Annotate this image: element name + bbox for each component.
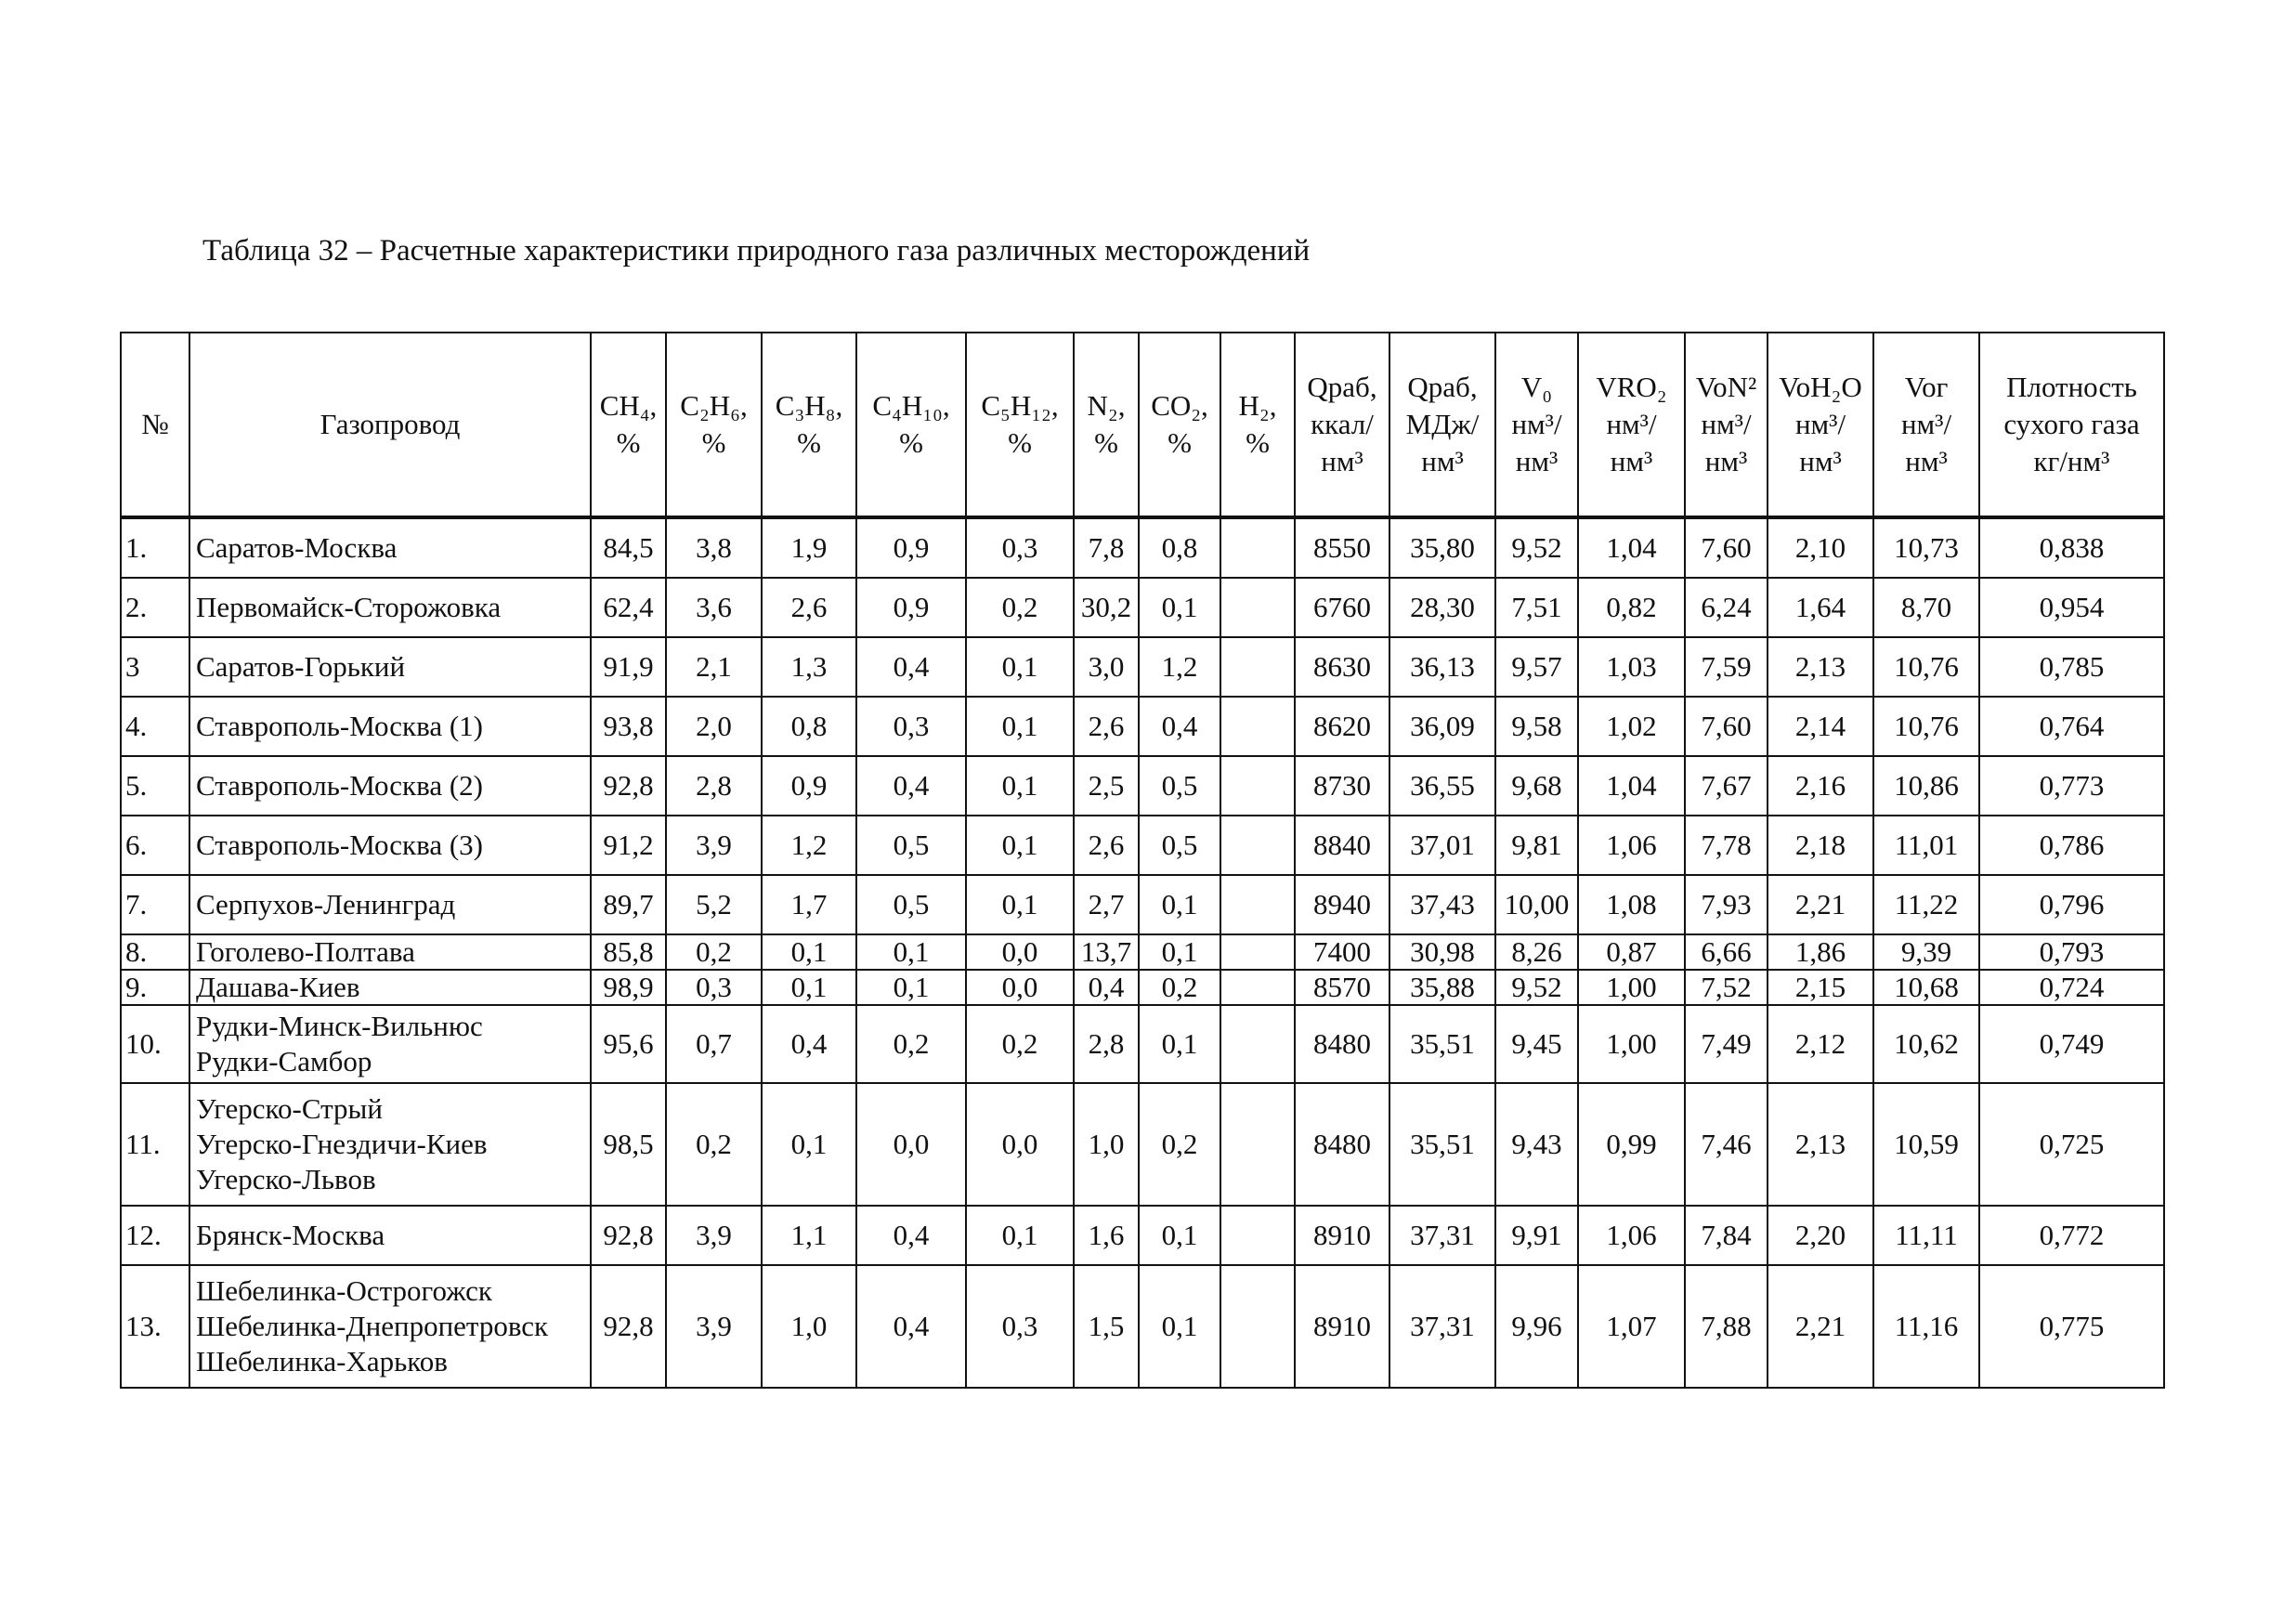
value-cell: 7,60: [1685, 697, 1768, 756]
value-cell: 0,1: [1139, 875, 1220, 934]
value-cell: 1,03: [1578, 637, 1685, 697]
value-cell: 2,6: [762, 578, 856, 637]
value-cell: 3,8: [666, 517, 762, 578]
value-cell: 0,725: [1979, 1083, 2164, 1206]
value-cell: 3,0: [1074, 637, 1139, 697]
value-cell: 37,43: [1389, 875, 1495, 934]
value-cell: 0,1: [966, 816, 1074, 875]
value-cell: 3,9: [666, 816, 762, 875]
value-cell: 0,9: [856, 578, 966, 637]
value-cell: 91,9: [591, 637, 666, 697]
header-col-c3h8: C₃H₈, %: [762, 333, 856, 517]
value-cell: [1220, 875, 1295, 934]
table-row: [121, 816, 2164, 875]
value-cell: 35,88: [1389, 970, 1495, 1005]
value-cell: 1,04: [1578, 517, 1685, 578]
value-cell: 1,00: [1578, 1005, 1685, 1083]
value-cell: 9,45: [1495, 1005, 1578, 1083]
value-cell: [1220, 816, 1295, 875]
table-row: [121, 637, 2164, 697]
value-cell: 10,62: [1873, 1005, 1979, 1083]
value-cell: 8570: [1295, 970, 1389, 1005]
row-number-cell: 3: [121, 637, 189, 697]
value-cell: 9,58: [1495, 697, 1578, 756]
value-cell: [1220, 578, 1295, 637]
value-cell: 8620: [1295, 697, 1389, 756]
value-cell: 0,1: [856, 934, 966, 970]
value-cell: 3,9: [666, 1206, 762, 1265]
value-cell: 6,66: [1685, 934, 1768, 970]
row-number-cell: 11.: [121, 1083, 189, 1206]
value-cell: 0,0: [966, 1083, 1074, 1206]
header-col-c4h10: C₄H₁₀, %: [856, 333, 966, 517]
value-cell: 0,1: [966, 637, 1074, 697]
value-cell: 6,24: [1685, 578, 1768, 637]
value-cell: [1220, 970, 1295, 1005]
value-cell: 7,49: [1685, 1005, 1768, 1083]
row-number-cell: 5.: [121, 756, 189, 816]
value-cell: 95,6: [591, 1005, 666, 1083]
value-cell: 7,8: [1074, 517, 1139, 578]
pipeline-name-cell: Шебелинка-Острогожск Шебелинка-Днепропетровск Шебелинка-Харьков: [189, 1265, 591, 1388]
value-cell: 1,2: [1139, 637, 1220, 697]
value-cell: 0,764: [1979, 697, 2164, 756]
row-number-cell: 9.: [121, 970, 189, 1005]
value-cell: 37,31: [1389, 1265, 1495, 1388]
value-cell: 0,1: [1139, 1265, 1220, 1388]
value-cell: 0,0: [856, 1083, 966, 1206]
header-col-q-kcal: Qраб, ккал/ нм³: [1295, 333, 1389, 517]
value-cell: 10,76: [1873, 637, 1979, 697]
value-cell: 84,5: [591, 517, 666, 578]
header-row: [121, 333, 2164, 517]
value-cell: 13,7: [1074, 934, 1139, 970]
value-cell: 1,3: [762, 637, 856, 697]
value-cell: 7,59: [1685, 637, 1768, 697]
value-cell: 7,46: [1685, 1083, 1768, 1206]
value-cell: 0,1: [966, 875, 1074, 934]
value-cell: 2,8: [666, 756, 762, 816]
value-cell: 1,04: [1578, 756, 1685, 816]
header-col-c5h12: C₅H₁₂, %: [966, 333, 1074, 517]
row-number-cell: 8.: [121, 934, 189, 970]
value-cell: [1220, 637, 1295, 697]
value-cell: 8910: [1295, 1206, 1389, 1265]
value-cell: 2,13: [1768, 1083, 1873, 1206]
row-number-cell: 7.: [121, 875, 189, 934]
value-cell: 62,4: [591, 578, 666, 637]
value-cell: 0,1: [856, 970, 966, 1005]
value-cell: 0,785: [1979, 637, 2164, 697]
value-cell: 92,8: [591, 1265, 666, 1388]
row-number-cell: 12.: [121, 1206, 189, 1265]
value-cell: [1220, 1265, 1295, 1388]
row-number-cell: 2.: [121, 578, 189, 637]
value-cell: 8730: [1295, 756, 1389, 816]
table-row: [121, 1265, 2164, 1388]
pipeline-name-cell: Первомайск-Сторожовка: [189, 578, 591, 637]
value-cell: 0,2: [966, 578, 1074, 637]
value-cell: 10,73: [1873, 517, 1979, 578]
value-cell: [1220, 1083, 1295, 1206]
table-row: [121, 578, 2164, 637]
value-cell: 11,11: [1873, 1206, 1979, 1265]
pipeline-name-cell: Ставрополь-Москва (2): [189, 756, 591, 816]
value-cell: 0,954: [1979, 578, 2164, 637]
value-cell: 0,775: [1979, 1265, 2164, 1388]
value-cell: 0,2: [1139, 970, 1220, 1005]
value-cell: 1,02: [1578, 697, 1685, 756]
table-row: [121, 970, 2164, 1005]
value-cell: 0,1: [1139, 578, 1220, 637]
value-cell: 8,70: [1873, 578, 1979, 637]
value-cell: 0,5: [856, 816, 966, 875]
value-cell: 0,3: [966, 517, 1074, 578]
pipeline-name-cell: Саратов-Москва: [189, 517, 591, 578]
value-cell: 1,06: [1578, 1206, 1685, 1265]
value-cell: 0,1: [966, 697, 1074, 756]
value-cell: 2,16: [1768, 756, 1873, 816]
value-cell: 0,1: [1139, 1206, 1220, 1265]
value-cell: 8910: [1295, 1265, 1389, 1388]
value-cell: 6760: [1295, 578, 1389, 637]
value-cell: 9,52: [1495, 517, 1578, 578]
value-cell: 7,51: [1495, 578, 1578, 637]
value-cell: 7,84: [1685, 1206, 1768, 1265]
value-cell: 0,1: [966, 756, 1074, 816]
value-cell: 85,8: [591, 934, 666, 970]
value-cell: 7,60: [1685, 517, 1768, 578]
value-cell: 0,2: [856, 1005, 966, 1083]
value-cell: 10,00: [1495, 875, 1578, 934]
value-cell: 2,7: [1074, 875, 1139, 934]
value-cell: 0,1: [1139, 1005, 1220, 1083]
value-cell: 0,3: [666, 970, 762, 1005]
value-cell: 9,39: [1873, 934, 1979, 970]
value-cell: 0,786: [1979, 816, 2164, 875]
value-cell: 92,8: [591, 756, 666, 816]
header-col-vro2: VRO₂ нм³/ нм³: [1578, 333, 1685, 517]
table-row: [121, 1206, 2164, 1265]
row-number-cell: 13.: [121, 1265, 189, 1388]
value-cell: 1,64: [1768, 578, 1873, 637]
value-cell: 8630: [1295, 637, 1389, 697]
value-cell: 2,1: [666, 637, 762, 697]
value-cell: 89,7: [591, 875, 666, 934]
value-cell: 1,08: [1578, 875, 1685, 934]
value-cell: [1220, 934, 1295, 970]
value-cell: 9,91: [1495, 1206, 1578, 1265]
pipeline-name-cell: Ставрополь-Москва (3): [189, 816, 591, 875]
value-cell: 0,3: [856, 697, 966, 756]
table-row: [121, 934, 2164, 970]
value-cell: 1,5: [1074, 1265, 1139, 1388]
value-cell: 8840: [1295, 816, 1389, 875]
value-cell: 1,7: [762, 875, 856, 934]
value-cell: 0,773: [1979, 756, 2164, 816]
header-col-co2: CO₂, %: [1139, 333, 1220, 517]
table-row: [121, 697, 2164, 756]
value-cell: 0,9: [762, 756, 856, 816]
value-cell: 0,5: [1139, 756, 1220, 816]
value-cell: 2,15: [1768, 970, 1873, 1005]
value-cell: 2,6: [1074, 697, 1139, 756]
value-cell: 36,55: [1389, 756, 1495, 816]
value-cell: [1220, 517, 1295, 578]
value-cell: 0,8: [762, 697, 856, 756]
value-cell: 36,09: [1389, 697, 1495, 756]
value-cell: 0,2: [1139, 1083, 1220, 1206]
value-cell: 0,772: [1979, 1206, 2164, 1265]
header-col-von2: VoN² нм³/ нм³: [1685, 333, 1768, 517]
value-cell: 11,16: [1873, 1265, 1979, 1388]
value-cell: 10,59: [1873, 1083, 1979, 1206]
value-cell: 7400: [1295, 934, 1389, 970]
value-cell: 0,1: [762, 1083, 856, 1206]
value-cell: 10,86: [1873, 756, 1979, 816]
pipeline-name-cell: Ставрополь-Москва (1): [189, 697, 591, 756]
value-cell: [1220, 756, 1295, 816]
value-cell: 7,88: [1685, 1265, 1768, 1388]
value-cell: 1,00: [1578, 970, 1685, 1005]
value-cell: 9,68: [1495, 756, 1578, 816]
row-number-cell: 4.: [121, 697, 189, 756]
value-cell: 0,793: [1979, 934, 2164, 970]
value-cell: 30,2: [1074, 578, 1139, 637]
pipeline-name-cell: Дашава-Киев: [189, 970, 591, 1005]
value-cell: 0,2: [666, 1083, 762, 1206]
value-cell: 0,8: [1139, 517, 1220, 578]
value-cell: 8480: [1295, 1005, 1389, 1083]
header-col-voh2o: VoH₂O нм³/ нм³: [1768, 333, 1873, 517]
value-cell: 2,13: [1768, 637, 1873, 697]
value-cell: 0,4: [762, 1005, 856, 1083]
row-number-cell: 1.: [121, 517, 189, 578]
value-cell: 8940: [1295, 875, 1389, 934]
header-col-n2: N₂, %: [1074, 333, 1139, 517]
value-cell: 2,14: [1768, 697, 1873, 756]
value-cell: 9,52: [1495, 970, 1578, 1005]
value-cell: 1,1: [762, 1206, 856, 1265]
value-cell: 0,4: [1074, 970, 1139, 1005]
value-cell: 0,1: [1139, 934, 1220, 970]
header-col-density: Плотность сухого газа кг/нм³: [1979, 333, 2164, 517]
value-cell: 2,6: [1074, 816, 1139, 875]
value-cell: 1,6: [1074, 1206, 1139, 1265]
value-cell: 9,43: [1495, 1083, 1578, 1206]
pipeline-name-cell: Рудки-Минск-Вильнюс Рудки-Самбор: [189, 1005, 591, 1083]
value-cell: 0,838: [1979, 517, 2164, 578]
value-cell: 0,4: [1139, 697, 1220, 756]
value-cell: 2,12: [1768, 1005, 1873, 1083]
value-cell: 0,796: [1979, 875, 2164, 934]
value-cell: 0,724: [1979, 970, 2164, 1005]
value-cell: 0,1: [762, 934, 856, 970]
value-cell: 0,4: [856, 637, 966, 697]
value-cell: 1,2: [762, 816, 856, 875]
value-cell: 5,2: [666, 875, 762, 934]
value-cell: 0,5: [1139, 816, 1220, 875]
value-cell: 35,80: [1389, 517, 1495, 578]
value-cell: 2,18: [1768, 816, 1873, 875]
header-col-v0: V₀ нм³/ нм³: [1495, 333, 1578, 517]
value-cell: 0,87: [1578, 934, 1685, 970]
header-col-vog: Voг нм³/ нм³: [1873, 333, 1979, 517]
value-cell: 10,76: [1873, 697, 1979, 756]
value-cell: 2,10: [1768, 517, 1873, 578]
value-cell: 0,7: [666, 1005, 762, 1083]
value-cell: 0,5: [856, 875, 966, 934]
value-cell: 7,93: [1685, 875, 1768, 934]
value-cell: [1220, 697, 1295, 756]
table-row: [121, 1005, 2164, 1083]
value-cell: 11,01: [1873, 816, 1979, 875]
value-cell: 2,0: [666, 697, 762, 756]
value-cell: 0,82: [1578, 578, 1685, 637]
value-cell: 3,9: [666, 1265, 762, 1388]
value-cell: 7,78: [1685, 816, 1768, 875]
value-cell: 2,5: [1074, 756, 1139, 816]
header-col-pipeline: Газопровод: [189, 333, 591, 517]
gas-characteristics-table: [120, 332, 2165, 1389]
value-cell: 0,0: [966, 934, 1074, 970]
pipeline-name-cell: Гоголево-Полтава: [189, 934, 591, 970]
value-cell: 36,13: [1389, 637, 1495, 697]
value-cell: 2,8: [1074, 1005, 1139, 1083]
value-cell: 0,2: [666, 934, 762, 970]
header-col-ch4: CH₄, %: [591, 333, 666, 517]
table-caption: Таблица 32 – Расчетные характеристики природного газа различных месторождений: [202, 234, 1311, 268]
value-cell: 0,1: [762, 970, 856, 1005]
value-cell: 8,26: [1495, 934, 1578, 970]
pipeline-name-cell: Саратов-Горький: [189, 637, 591, 697]
pipeline-name-cell: Серпухов-Ленинград: [189, 875, 591, 934]
value-cell: 1,86: [1768, 934, 1873, 970]
value-cell: 2,20: [1768, 1206, 1873, 1265]
value-cell: [1220, 1206, 1295, 1265]
value-cell: 0,0: [966, 970, 1074, 1005]
value-cell: 0,99: [1578, 1083, 1685, 1206]
value-cell: 35,51: [1389, 1083, 1495, 1206]
value-cell: 91,2: [591, 816, 666, 875]
value-cell: 0,4: [856, 1265, 966, 1388]
table-row: [121, 1083, 2164, 1206]
value-cell: 1,0: [1074, 1083, 1139, 1206]
value-cell: 0,9: [856, 517, 966, 578]
value-cell: 93,8: [591, 697, 666, 756]
value-cell: 8550: [1295, 517, 1389, 578]
value-cell: 1,07: [1578, 1265, 1685, 1388]
value-cell: 0,2: [966, 1005, 1074, 1083]
value-cell: 37,31: [1389, 1206, 1495, 1265]
table-row: [121, 756, 2164, 816]
value-cell: 0,749: [1979, 1005, 2164, 1083]
table-body: [121, 517, 2164, 1388]
value-cell: 35,51: [1389, 1005, 1495, 1083]
value-cell: 92,8: [591, 1206, 666, 1265]
table-row: [121, 875, 2164, 934]
value-cell: 3,6: [666, 578, 762, 637]
value-cell: 9,96: [1495, 1265, 1578, 1388]
value-cell: 2,21: [1768, 1265, 1873, 1388]
value-cell: 9,57: [1495, 637, 1578, 697]
value-cell: 30,98: [1389, 934, 1495, 970]
value-cell: 10,68: [1873, 970, 1979, 1005]
value-cell: 98,9: [591, 970, 666, 1005]
value-cell: 0,3: [966, 1265, 1074, 1388]
header-col-h2: H₂, %: [1220, 333, 1295, 517]
value-cell: 7,52: [1685, 970, 1768, 1005]
value-cell: 1,9: [762, 517, 856, 578]
pipeline-name-cell: Брянск-Москва: [189, 1206, 591, 1265]
header-col-c2h6: C₂H₆, %: [666, 333, 762, 517]
value-cell: 9,81: [1495, 816, 1578, 875]
header-col-q-mj: Qраб, МДж/ нм³: [1389, 333, 1495, 517]
row-number-cell: 10.: [121, 1005, 189, 1083]
value-cell: 1,06: [1578, 816, 1685, 875]
value-cell: 98,5: [591, 1083, 666, 1206]
value-cell: 11,22: [1873, 875, 1979, 934]
value-cell: 28,30: [1389, 578, 1495, 637]
header-col-number: №: [121, 333, 189, 517]
value-cell: 7,67: [1685, 756, 1768, 816]
value-cell: 0,4: [856, 1206, 966, 1265]
value-cell: 1,0: [762, 1265, 856, 1388]
row-number-cell: 6.: [121, 816, 189, 875]
value-cell: 2,21: [1768, 875, 1873, 934]
value-cell: 0,4: [856, 756, 966, 816]
value-cell: 0,1: [966, 1206, 1074, 1265]
table-row: [121, 517, 2164, 578]
value-cell: 37,01: [1389, 816, 1495, 875]
value-cell: [1220, 1005, 1295, 1083]
value-cell: 8480: [1295, 1083, 1389, 1206]
pipeline-name-cell: Угерско-Стрый Угерско-Гнездичи-Киев Угерско-Львов: [189, 1083, 591, 1206]
